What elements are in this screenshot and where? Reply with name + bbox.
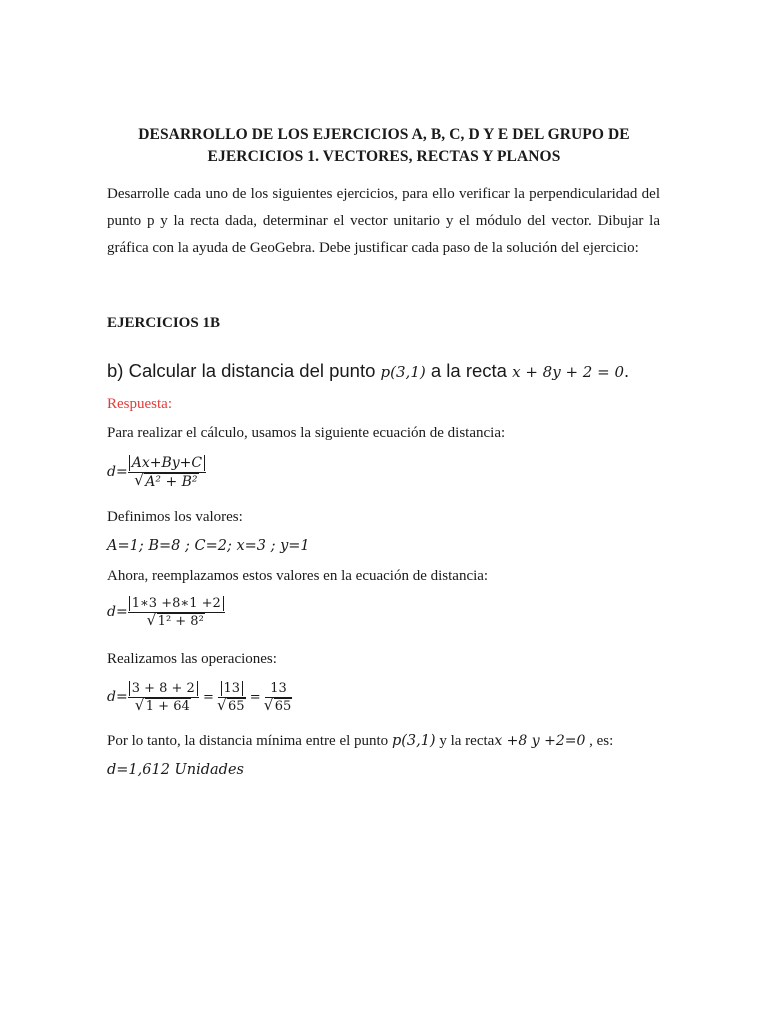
conclusion-suffix: , es: (585, 733, 614, 749)
substituted-formula (107, 596, 225, 629)
section-heading: EJERCICIOS 1B (107, 315, 220, 331)
formula1-denominator: A² + B² (145, 474, 198, 490)
define-values-text: Definimos los valores: (107, 509, 243, 525)
formula2-fraction (128, 596, 225, 629)
formula3-fraction-2 (218, 681, 246, 714)
formula3-num2: 13 (221, 681, 244, 696)
formula3-num1: 3 + 8 + 2 (129, 681, 198, 696)
document-title-line-2: EJERCICIOS 1. VECTORES, RECTAS Y PLANOS (207, 148, 561, 165)
conclusion-text (107, 733, 613, 750)
formula3-den3: 65 (274, 699, 292, 714)
formula1-lhs: d= (107, 464, 128, 480)
document-title-line-1: DESARROLLO DE LOS EJERCICIOS A, B, C, D Y E DEL GRUPO DE (138, 126, 630, 143)
formula2-numerator: 1∗3 +8∗1 +2 (129, 596, 224, 611)
conclusion-line-equation: x +8 y +2=0 (494, 733, 586, 749)
intro-line-3: gráfica con la ayuda de GeoGebra. Debe justificar cada paso de la solución del ejercicio: (107, 240, 639, 256)
formula3-num3: 13 (265, 681, 293, 698)
formula3-lhs: d= (107, 689, 128, 705)
formula1-numerator: Ax+By+C (129, 455, 205, 471)
problem-suffix: . (624, 360, 630, 381)
intro-line-1: Desarrolle cada uno de los siguientes ejercicios, para ello verificar la perpendicularidad del (107, 186, 660, 202)
replace-values-text: Ahora, reemplazamos estos valores en la ecuación de distancia: (107, 568, 489, 584)
formula1-fraction (128, 455, 206, 490)
intro-line-2: punto p y la recta dada, determinar el vector unitario y el módulo del vector. Dibujar la (107, 213, 660, 229)
result-value: d=1,612 Unidades (107, 762, 244, 778)
conclusion-point: p(3,1) (391, 733, 436, 749)
operations-formula: d= 3 + 8 + 2 √ 1 + 64 = 13 √ 65 = 13 √ 65 (107, 681, 292, 714)
formula3-fraction-3 (265, 681, 293, 714)
formula2-denominator: 1² + 8² (157, 614, 204, 629)
formula3-fraction-1 (128, 681, 199, 714)
conclusion-prefix: Por lo tanto, la distancia mínima entre el punto (107, 733, 392, 749)
problem-statement (107, 360, 629, 382)
intro-paragraph (107, 181, 660, 262)
values-line: A=1; B=8 ; C=2; x=3 ; y=1 (107, 538, 310, 554)
operations-text: Realizamos las operaciones: (107, 651, 277, 667)
formula-intro-text: Para realizar el cálculo, usamos la siguiente ecuación de distancia: (107, 425, 506, 441)
answer-label: Respuesta: (107, 396, 172, 412)
problem-point: p(3,1) (380, 363, 426, 381)
formula3-den2: 65 (228, 699, 245, 714)
formula3-den1: 1 + 64 (145, 699, 190, 714)
problem-middle: a la recta (425, 360, 513, 381)
conclusion-middle: y la recta (435, 733, 495, 749)
problem-line-equation: x + 8y + 2 = 0 (512, 363, 624, 381)
distance-formula (107, 455, 206, 490)
formula2-lhs: d= (107, 604, 128, 620)
problem-prefix: b) Calcular la distancia del punto (107, 360, 381, 381)
